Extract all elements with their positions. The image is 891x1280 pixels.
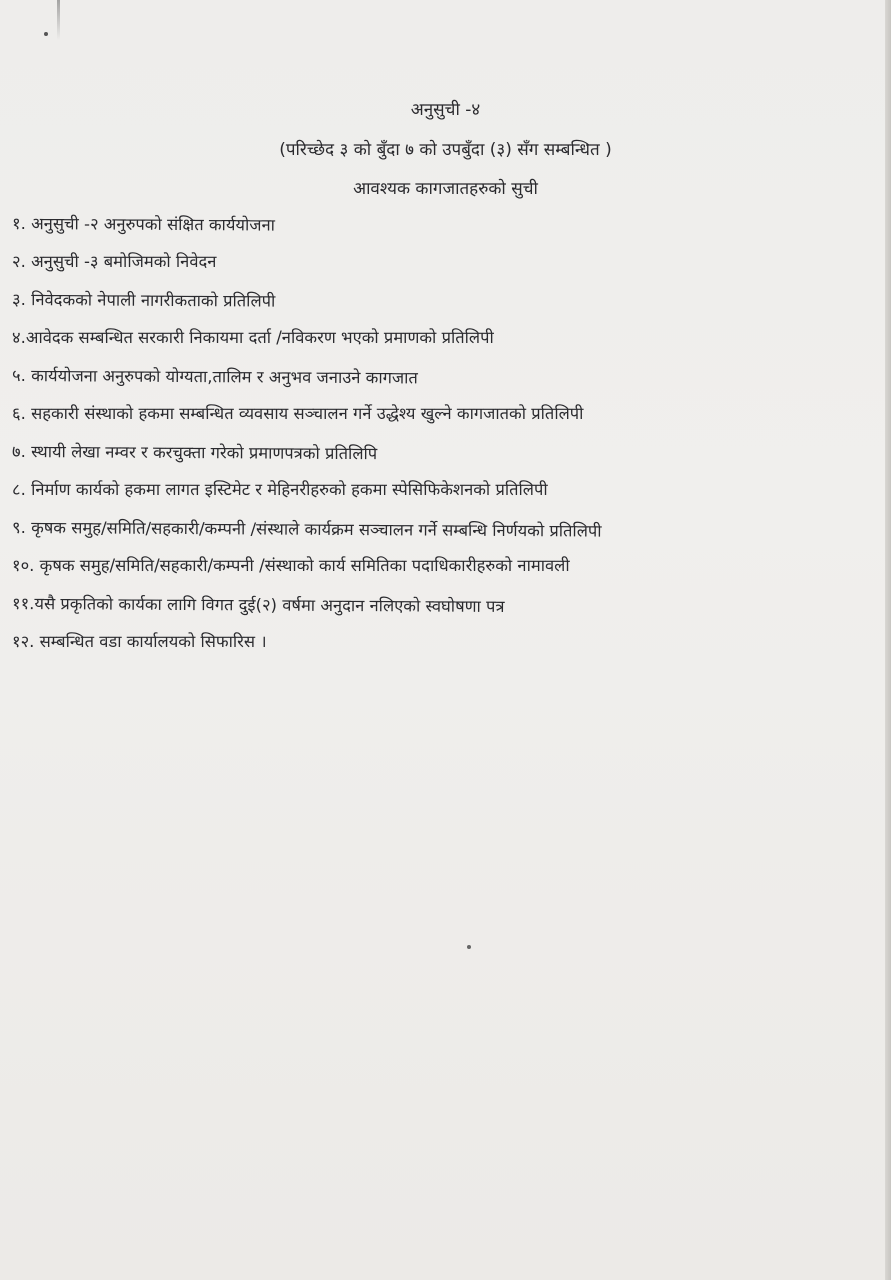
section-reference: (परिच्छेद ३ को बुँदा ७ को उपबुँदा (३) सँग सम्बन्धित ) [279, 140, 612, 160]
list-item: २. अनुसुची -३ बमोजिमको निवेदन [12, 252, 217, 271]
scan-speck [467, 945, 471, 949]
list-title: आवश्यक कागजातहरुको सुची [353, 179, 538, 199]
list-item: १. अनुसुची -२ अनुरुपको संक्षित कार्ययोजना [11, 214, 276, 235]
list-item: १०. कृषक समुह/समिति/सहकारी/कम्पनी /संस्थाको कार्य समितिका पदाधिकारीहरुको नामावली [12, 556, 570, 575]
list-item: ४.आवेदक सम्बन्धित सरकारी निकायमा दर्ता /नविकरण भएको प्रमाणको प्रतिलिपी [12, 328, 494, 347]
list-item: ५. कार्ययोजना अनुरुपको योग्यता,तालिम र अनुभव जनाउने कागजात [11, 366, 418, 388]
list-item: १२. सम्बन्धित वडा कार्यालयको सिफारिस । [12, 632, 267, 651]
list-item: ११.यसै प्रकृतिको कार्यका लागि विगत दुई(२) वर्षमा अनुदान नलिएको स्वघोषणा पत्र [11, 594, 505, 617]
list-item: ६. सहकारी संस्थाको हकमा सम्बन्धित व्यवसाय सञ्चालन गर्ने उद्धेश्य खुल्ने कागजातको प्रतिलिपी [12, 404, 584, 423]
list-item: ७. स्थायी लेखा नम्वर र करचुक्ता गरेको प्रमाणपत्रको प्रतिलिपि [11, 442, 378, 464]
scan-streak [57, 0, 60, 40]
list-item: ९. कृषक समुह/समिति/सहकारी/कम्पनी /संस्थाले कार्यक्रम सञ्चालन गर्ने सम्बन्धि निर्णयको प्रतिलिपी [11, 518, 602, 541]
scan-speck [44, 32, 48, 36]
schedule-title: अनुसुची -४ [410, 100, 481, 120]
required-documents-list [12, 212, 882, 668]
list-item: ३. निवेदकको नेपाली नागरीकताको प्रतिलिपी [11, 290, 276, 311]
list-item: ८. निर्माण कार्यको हकमा लागत इस्टिमेट र मेहिनरीहरुको हकमा स्पेसिफिकेशनको प्रतिलिपी [12, 480, 548, 499]
